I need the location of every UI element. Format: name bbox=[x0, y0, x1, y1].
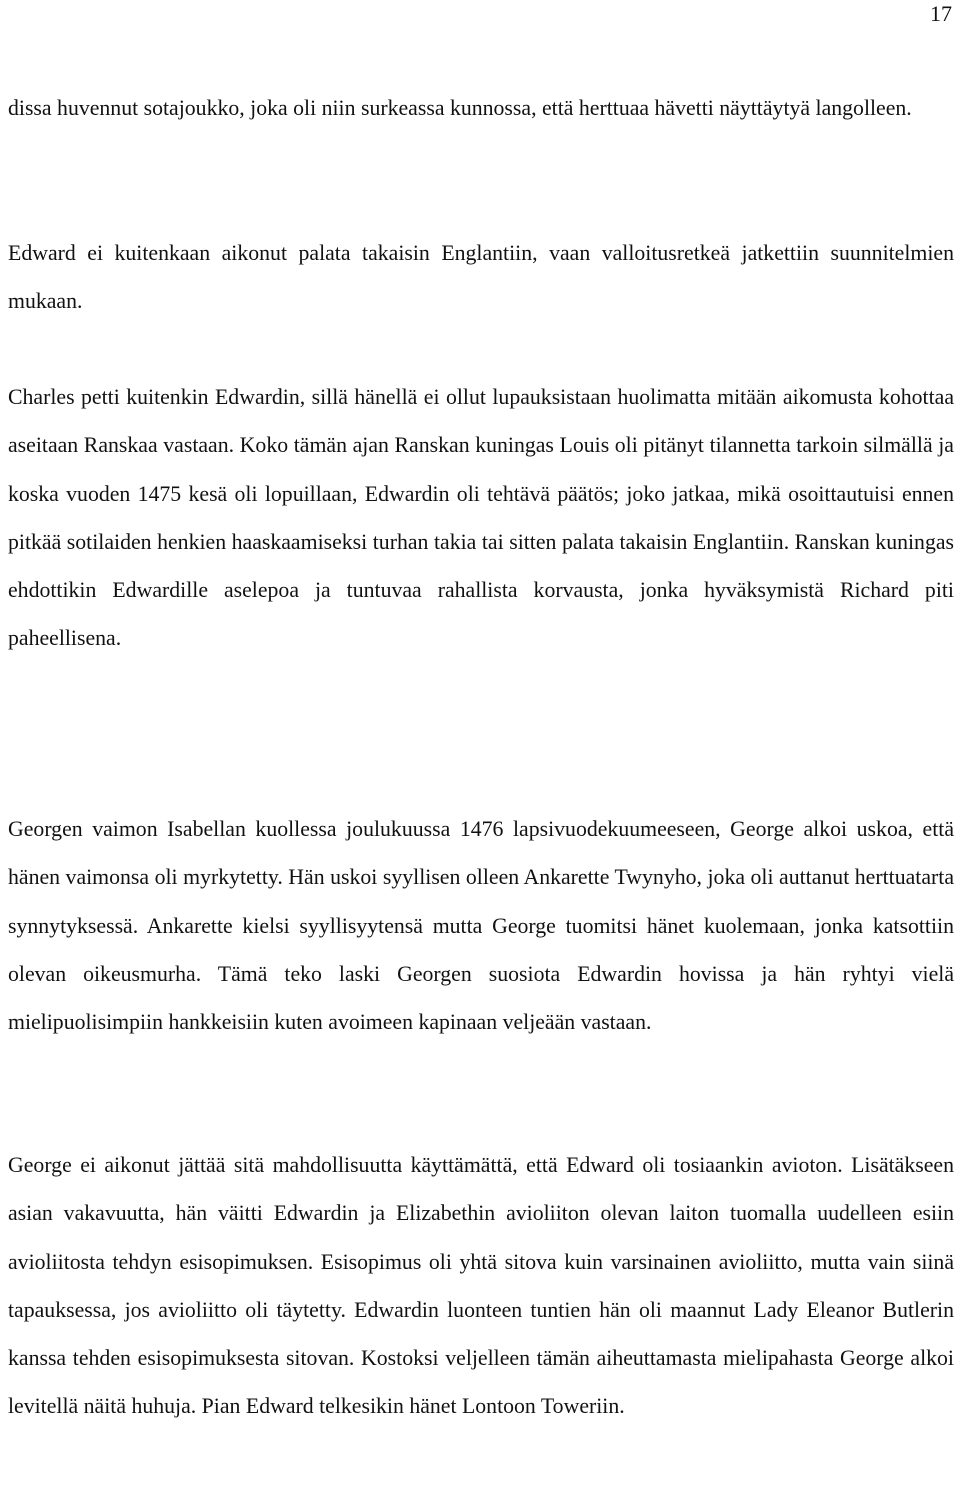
paragraph-1: dissa huvennut sotajoukko, joka oli niin surkeassa kunnossa, että herttuaa hävetti näyttäytyä langolleen. bbox=[8, 96, 912, 120]
paragraph-4: Georgen vaimon Isabellan kuollessa joulukuussa 1476 lapsivuodekuumeeseen, George alkoi uskoa, että hänen vaimonsa oli myrkytetty. Hän uskoi syyllisen olleen Ankarette Twynyho, joka oli auttanut herttuatarta synnytyksessä. Ankarette kielsi syyllisyytensä mutta George tuomitsi hänet kuolemaan, jonka katsottiin olevan oikeusmurha. Tämä teko laski Georgen suosiota Edwardin hovissa ja hän ryhtyi vielä mielipuolisimpiin hankkeisiin kuten avoimeen kapinaan veljeään vastaan. bbox=[8, 817, 954, 1035]
paragraph-5: George ei aikonut jättää sitä mahdollisuutta käyttämättä, että Edward oli tosiaankin avioton. Lisätäkseen asian vakavuutta, hän väitti Edwardin ja Elizabethin avioliiton olevan laiton tuomalla uudelleen esiin avioliitosta tehdyn esisopimuksen. Esisopimus oli yhtä sitova kuin varsinainen avioliitto, mutta vain siinä tapauksessa, jos avioliitto oli täytetty. Edwardin luonteen tuntien hän oli maannut Lady Eleanor Butlerin kanssa tehden esisopimuksesta sitovan. Kostoksi veljelleen tämän aiheuttamasta mielipahasta George alkoi levitellä näitä huhuja. Pian Edward telkesikin hänet Lontoon Toweriin. bbox=[8, 1153, 954, 1419]
paragraph-2: Edward ei kuitenkaan aikonut palata takaisin Englantiin, vaan valloitusretkeä jatkettiin suunnitelmien mukaan. bbox=[8, 241, 954, 314]
page-number: 17 bbox=[930, 1, 952, 26]
paragraph-3: Charles petti kuitenkin Edwardin, sillä hänellä ei ollut lupauksistaan huolimatta mitään aikomusta kohottaa aseitaan Ranskaa vastaan. Koko tämän ajan Ranskan kuningas Louis oli pitänyt tilannetta tarkoin silmällä ja koska vuoden 1475 kesä oli lopuillaan, Edwardin oli tehtävä päätös; joko jatkaa, mikä osoittautuisi ennen pitkää sotilaiden henkien haaskaamiseksi turhan takia tai sitten palata takaisin Englantiin. Ranskan kuningas ehdottikin Edwardille aselepoa ja tuntuvaa rahallista korvausta, jonka hyväksymistä Richard piti paheellisena. bbox=[8, 385, 954, 651]
